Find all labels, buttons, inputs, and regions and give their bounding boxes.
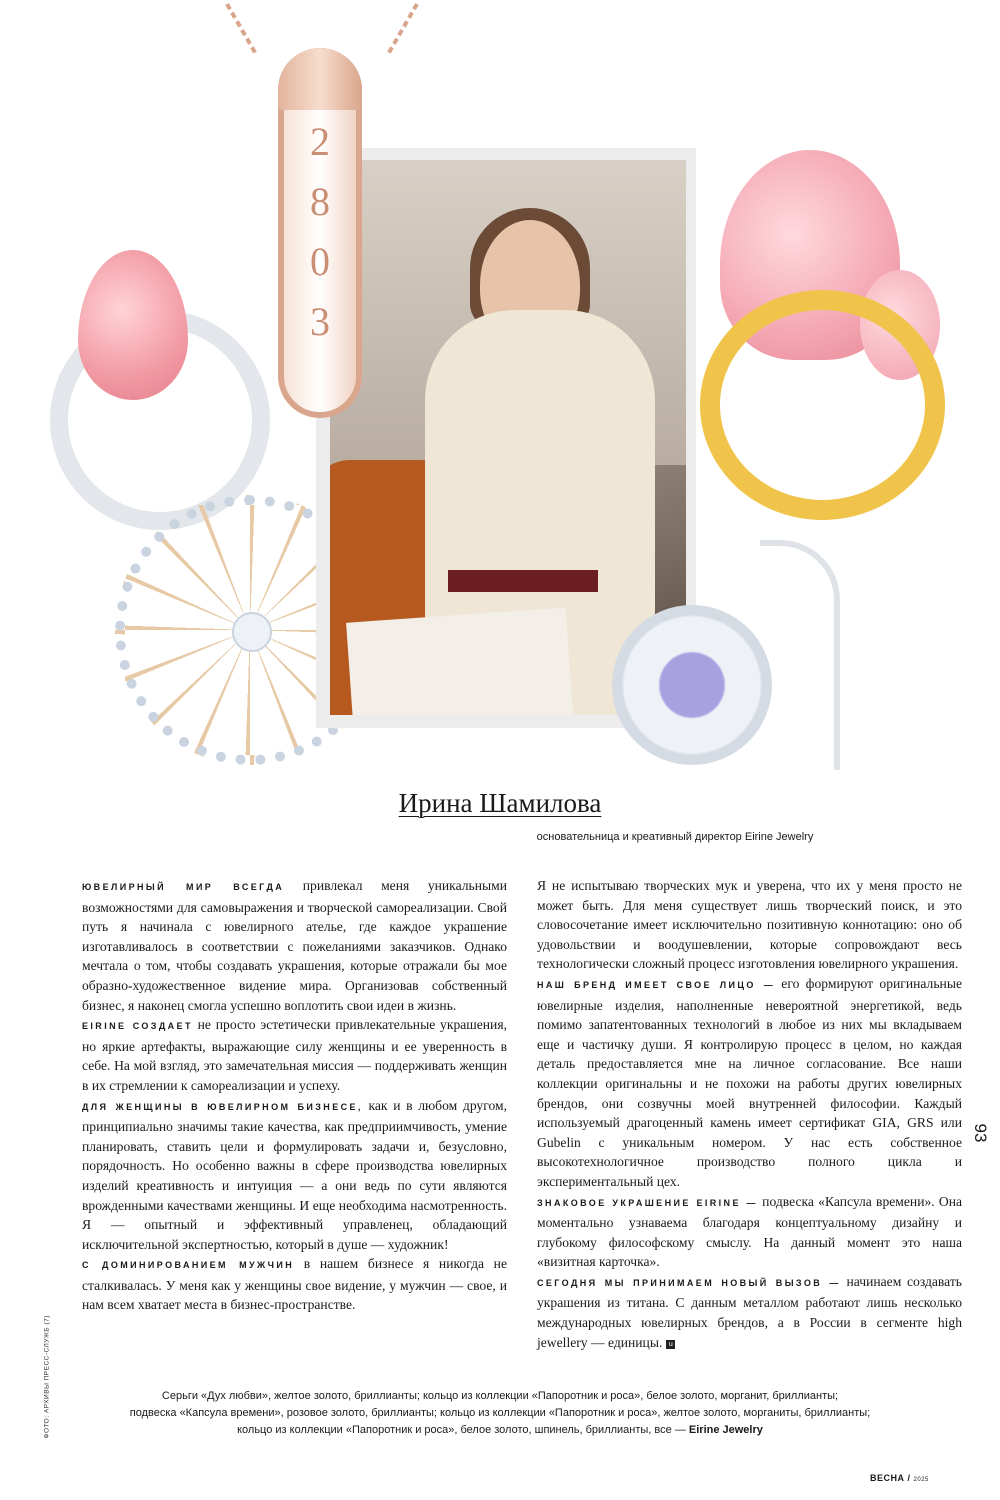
pendant-cap [278,48,362,110]
paragraph [537,1272,962,1352]
fern-stem-image [760,540,840,770]
pendant-digit: 8 [310,179,330,224]
paragraph [537,974,962,1192]
caption-line: Серьги «Дух любви», желтое золото, бриллианты; кольцо из коллекции «Папоротник и роса», белое золото, морганит, бриллианты; [161,1390,839,1402]
footer-year: 2025 [913,1477,929,1483]
paragraph-text: начинаем создавать украшения из титана. С данным металлом работают лишь несколько международных ювелирных брендов, а в России в сегменте high jewellery — единицы. [537,1273,962,1350]
pink-morganite-ring-stone-image [78,250,188,400]
pendant-chain-left [225,3,258,57]
interviewee-name: Ирина Шамилова [398,788,602,818]
paragraph-text: Я не испытываю творческих мук и уверена, что их у меня просто не может быть. Для меня существует лишь творческий поиск, и это словосочетание имеет исключительно позитивную коннотацию: оно об удовольствии и воодушевлении, которые сопровождают весь технологически сложный процесс изготовления ювелирного украшения. [537,878,962,972]
caption-line: подвеска «Капсула времени», розовое золото, бриллианты; кольцо из коллекции «Папоротник и роса», желтое золото, морганиты, бриллианты; [129,1407,871,1419]
article-column-right [537,876,962,1352]
footer-season: ВЕСНА [870,1473,905,1483]
pendant-digit: 3 [310,299,330,344]
paragraph-lead: ЮВЕЛИРНЫЙ МИР ВСЕГДА [82,882,285,892]
paragraph-lead: НАШ БРЕНД ИМЕЕТ СВОЕ ЛИЦО — [537,979,775,990]
paragraph [82,1096,507,1255]
spinel-ring-image [612,605,772,765]
paragraph-text: как и в любом другом, принципиально значимы такие качества, как предприимчивость, умение планировать, ставить цели и формулировать задачи и, безусловно, порядочность. Но особенно важны в сфере производства ювелирных изделий креативность и интуиция — а они ведь по сути являются врожденными качествами женщины. И еще необходима насмотренность. Я — опытный и эффективный управленец, обладающий исключительной экспертностью, который в душе — художник! [82,1097,508,1252]
paragraph-lead: EIRINE СОЗДАЕТ [82,1021,193,1032]
article-column-left [82,876,507,1315]
issue-footer: ВЕСНА / 2025 [870,1473,929,1483]
paragraph-text: в нашем бизнесе я никогда не сталкивалась. У меня как у женщины свое видение, у мужчин — свое, и нам всем хватает места в бизнес-пространстве. [82,1256,507,1313]
paragraph-text: подвеска «Капсула времени». Она моментально узнаваема благодаря концептуальному дизайну и глубокому философскому смыслу. На данный момент это наша «визитная карточка». [537,1193,962,1270]
paragraph [82,1254,507,1315]
paragraph-lead: ЗНАКОВОЕ УКРАШЕНИЕ EIRINE — [537,1197,758,1208]
pendant-digit: 0 [310,239,330,284]
photo-credit: ФОТО: АРХИВЫ ПРЕСС-СЛУЖБ (7) [43,1315,51,1439]
paragraph-lead: С ДОМИНИРОВАНИЕМ МУЖЧИН [82,1260,295,1271]
paragraph-text: привлекал меня уникальными возможностями для самовыражения и творческой самореализации. Свой путь я начинала с ювелирного ателье, где каждое украшение изготавливалось в соответствии с пожеланиями заказчиков. Однако мечтала о том, чтобы создавать украшения, которые отражали бы мое образно-художественное видение мира. Организовав собственный бизнес, я наконец смогла успешно воплотить свои идеи в жизнь. [82,878,507,1013]
end-mark-icon: u [666,1340,675,1349]
interviewee-role: основательница и креативный директор Eirine Jewelry [536,831,814,843]
jewelry-caption [0,1388,1000,1439]
caption-line: кольцо из коллекции «Папоротник и роса», белое золото, шпинель, бриллианты, все — Eirine Jewelry [237,1424,763,1436]
yellow-gold-ring-image [700,290,945,520]
pendant-chain-right [385,3,418,57]
paragraph-lead: ДЛЯ ЖЕНЩИНЫ В ЮВЕЛИРНОМ БИЗНЕСЕ, [82,1101,363,1112]
paragraph-text: не просто эстетически привлекательные украшения, но яркие артефакты, выражающие силу женщины и ее уверенность в себе. На мой взгляд, это замечательная миссия — поддерживать женщин в их стремлении к самореализации и успеху. [82,1017,507,1093]
caption-brand: Eirine Jewelry [688,1424,763,1436]
paragraph [82,1015,507,1095]
page-number: 93 [971,1123,990,1143]
paragraph [537,876,962,974]
paragraph-lead: СЕГОДНЯ МЫ ПРИНИМАЕМ НОВЫЙ ВЫЗОВ — [537,1277,841,1288]
paragraph-text: его формируют оригинальные ювелирные изделия, наполненные невероятной энергетикой, ведь помимо запатентованных технологий в любое из них мы вкладываем еще и частичку души. Я контролирую процесс в целом, но каждая деталь предоставляется мне на личное согласование. Все наши коллекции оригинальны и не похожи на работы других ювелирных брендов, они созвучны моей внутренней философии. Каждый используемый драгоценный камень имеет сертификат GIA, GRS или Gubelin с уникальным номером. У нас есть собственное высокотехнологичное производство полного цикла и экспериментальный цех. [537,975,962,1189]
paragraph [82,876,507,1015]
pendant-digit: 2 [310,119,330,164]
heart-diamond-image [232,612,272,652]
paragraph [537,1192,962,1272]
